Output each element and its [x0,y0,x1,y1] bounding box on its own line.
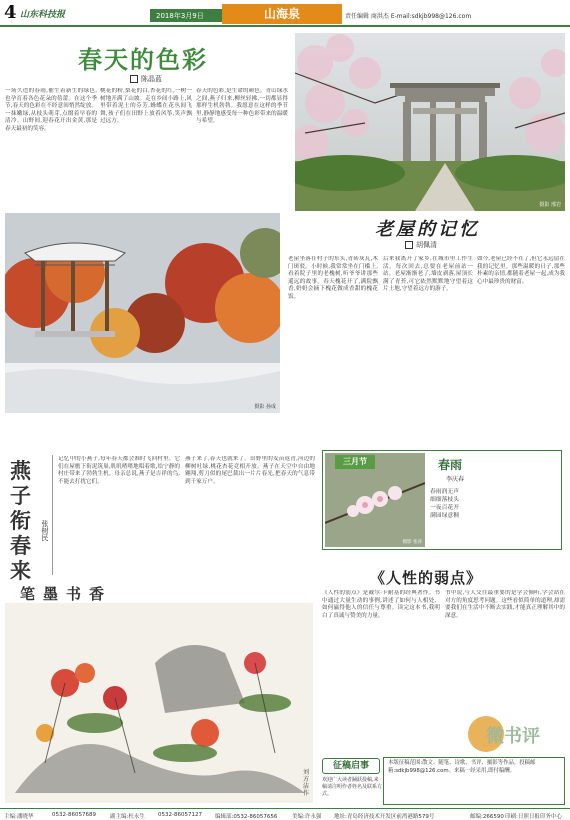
swallow-article-author: 张树民 [41,520,49,541]
poem-line: 满园绿意稠 [430,513,459,519]
section-name: 山海泉 [222,4,342,24]
human-article-col1: 《人性的弱点》是戴尔·卡耐基的经典著作。书中通过大量生动的事例,讲述了如何与人相处、如何赢得他人的信任与尊重。读完这本书,我明白了真诚与赞美的力量。 [322,590,440,619]
human-article-col2: 书中说,与人交往最重要的是学会倾听,学会站在对方的角度思考问题。这些看似简单的道理,却需要我们在生活中不断去实践,才能真正理解其中的深意。 [445,590,565,619]
swallow-article-col1: 记忆中的小燕子,每年春天都会准时飞回村里。它们在屋檐下衔泥筑巢,叽叽喳喳地唱着歌,给宁静的村庄带来了勃勃生机。母亲总说,燕子是吉祥的鸟,不能去打扰它们。 [58,456,180,485]
flower-photo-caption: 摄影 张涛 [402,540,422,545]
footer-item: 邮编:266590 [470,814,504,820]
pavilion-photo-caption: 摄影 孙成 [254,404,276,410]
memory-article-col2: 后来我离开了家乡,在城市里工作生活。每次回去,总要在老屋前站一站。老屋渐渐老了,墙皮剥落,屋顶长满了青苔,可它依然默默地守望着这片土地,守望着远方的游子。 [383,256,473,293]
poem-lines [430,488,459,520]
painting-artist: 刘方洁作 [303,769,310,797]
poem-line: 春雨润无声 [430,489,459,495]
notice-tag: 征稿启事 [322,758,380,774]
poem-author: 李庆春 [446,476,465,483]
memory-article-col1: 老屋坐落在村子的东头,青砖灰瓦,木门斑驳。小时候,我常常坐在门槛上,看着院子里的老槐树,听爷爷讲那些遥远的故事。春天槐花开了,满院飘香,奶奶会摘下槐花做成香甜的槐花饭。 [288,256,378,300]
footer-item: 美编:许永强 [292,814,322,820]
swallow-article-title: 燕子衔春来 [10,458,31,583]
footer-item: 0532-86057689 [52,812,96,818]
footer-item: 0532-86057127 [158,812,202,818]
page-number: 4 [4,2,17,23]
poem-line: 细细落枝头 [430,497,459,503]
micro-review-logo [468,716,558,756]
notice-left-text: 欢迎广大读者踊跃投稿,来稿请注明作者姓名及联系方式。 [322,777,383,797]
masthead [0,0,570,30]
byline-box-icon [130,75,138,83]
spring-article-col1: 一场久违的春雨,催生着新生的绿色,也孕育着各色花朵的蓓蕾。在这个季节,春天的色彩在不经意间悄然绽放。一抹嫩绿,从枝头萌芽,点缀着早春的清冷。山野间,迎春花开出金黄,那是春天最初的笑容。 [5,88,97,132]
swallow-article-col2: 燕子来了,春天也就来了。田野里的麦苗返青,河边的柳树吐绿,桃花杏花竞相开放。燕子在天空中自由地翱翔,剪刀似的尾巴裁出一片片春光,把春天的气息带到千家万户。 [185,456,315,485]
memory-article-byline [405,240,437,250]
painting-title: 笔墨书香 [20,585,113,603]
memory-article-col3: 如今,老屋已经不在了,但它永远留在我的记忆里。那些温暖的日子,那些朴素的亲情,都随着老屋一起,成为我心中最珍贵的财富。 [477,256,565,285]
byline-box-icon [405,241,413,249]
pavilion-photo [5,213,280,413]
footer-item: 印刷:日照日报印务中心 [505,814,562,820]
memorial-arch-photo [295,33,565,211]
divider [52,455,53,575]
spring-article-title: 春天的色彩 [78,45,208,74]
spring-article-col3: 春天的色彩,是生命的颜色。青山绿水之间,燕子归来,柳丝轻拂,一切都显得那样生机勃勃。我愿意在这样的季节里,静静地感受每一种色彩带来的温暖与希望。 [196,88,288,125]
footer-item: 副主编:杜永生 [110,814,145,820]
footer-item: 编辑部:0532-86057656 [215,814,278,820]
spring-article-col2: 桃花的粉,梨花的白,杏花的红,一树一树地开满了山坡。走在乡间小路上,风里带着泥土的芬芳,蜂蝶在花丛间飞舞,孩子们在田野上放着风筝,笑声飘过远方。 [100,88,192,125]
editor-info: 责任编辑 商洪杰 E-mail:sdkjb998@126.com [345,13,472,20]
ink-painting [5,603,313,803]
footer-item: 地址:青岛经济技术开发区前湾港路579号 [334,814,435,820]
issue-date: 2018年3月9日 [150,9,290,22]
spring-article-author: 陈晶蓝 [141,75,162,83]
paper-name: 山东科技报 [20,10,66,20]
memory-article-title: 老屋的记忆 [375,219,480,240]
poem-tag: 三月节 [335,455,375,469]
arch-photo-caption: 摄影 邢岩 [539,202,561,208]
header-rule [0,25,570,27]
micro-review-label: 微书评 [486,726,540,747]
spring-article-byline [130,74,162,84]
footer [0,808,570,820]
notice-right-text: 本版征稿范围:散文、随笔、诗歌、书评、摄影等作品。投稿邮箱:sdkjb998@126.com。来稿一经采用,即付稿酬。 [388,760,536,774]
poem-line: 一夜百花开 [430,505,459,511]
poem-title: 春雨 [438,458,463,472]
footer-item: 主编:潘晓华 [4,814,34,820]
human-article-title: 《人性的弱点》 [370,569,483,587]
memory-article-author: 胡佩清 [416,241,437,249]
